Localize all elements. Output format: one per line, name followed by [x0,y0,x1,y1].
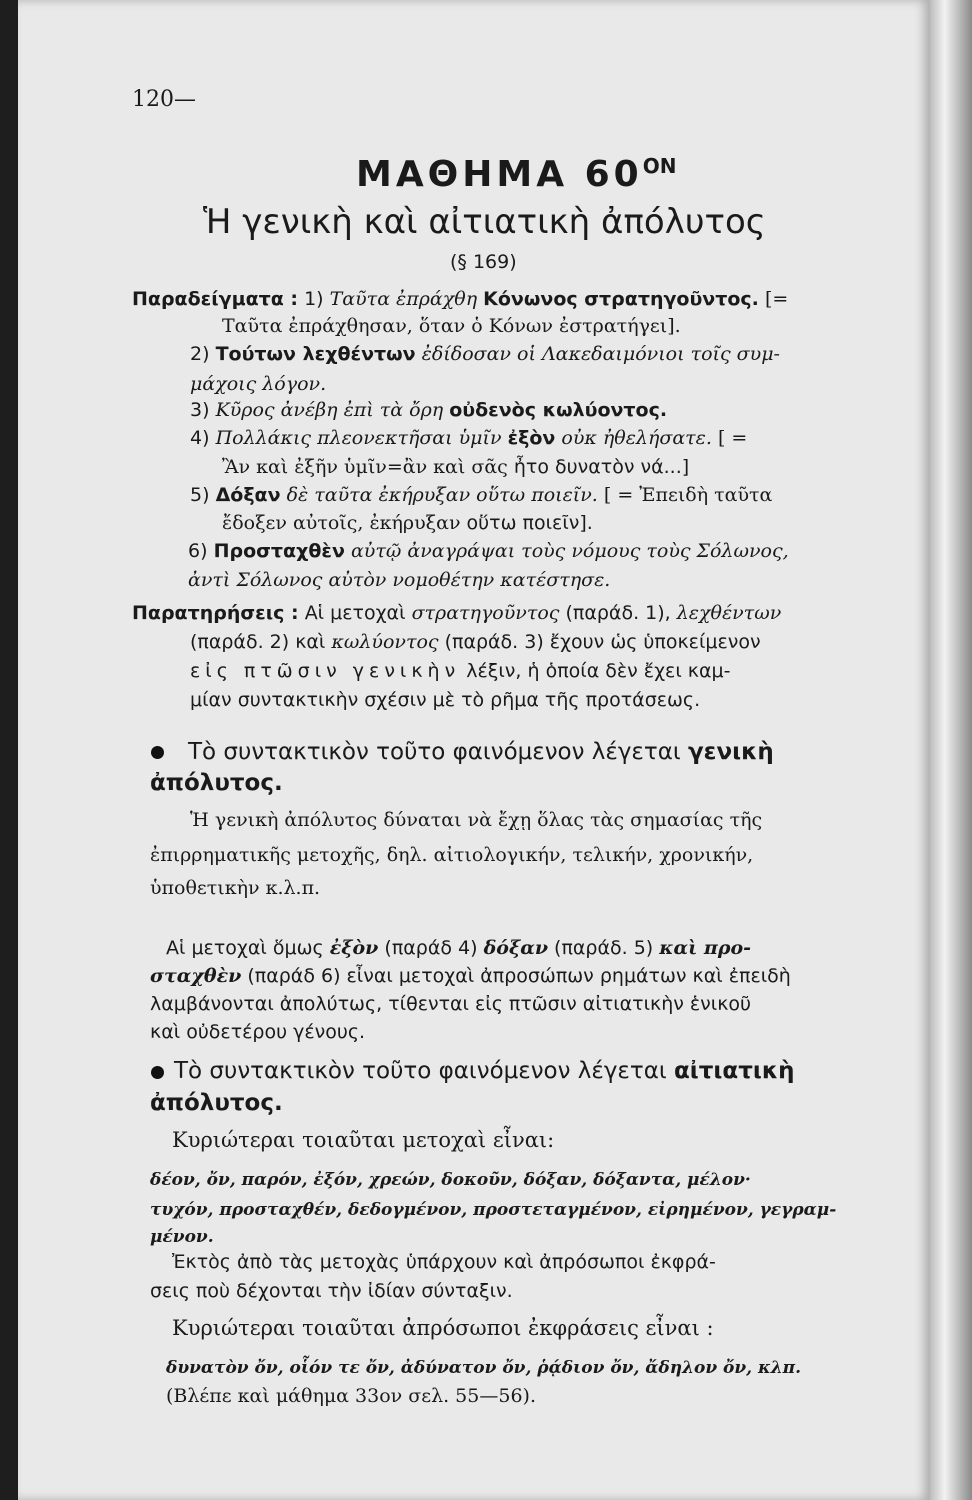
impersonal-line-4: καὶ οὐδετέρου γένους. [150,1021,366,1043]
observations-line-2: (παράδ. 2) καὶ κωλύοντος (παράδ. 3) ἔχουν ὡς ὑποκείμενον [190,631,761,653]
example-number: 6) [188,540,208,562]
genitive-meaning-line-3: ὑποθετικὴν κ.λ.π. [150,877,321,899]
example-3: 3) Κῦρος ἀνέβη ἐπὶ τὰ ὄρη οὐδενὸς κωλύοντος. [190,399,668,421]
genitive-rule-line-2: ἀπόλυτος. [150,770,283,796]
book-spine [930,0,972,1500]
example-1-line-2: Ταῦτα ἐπράχθησαν, ὅταν ὁ Κόνων ἐστρατήγει]. [222,315,681,337]
example-4-line-1: 4) Πολλάκις πλεονεκτῆσαι ὑμῖν ἐξὸν οὐκ ἠθελήσατε. [ = [190,427,748,449]
example-number: 3) [190,399,210,421]
subtitle: Ἡ γενικὴ καὶ αἰτιατικὴ ἀπόλυτος [203,202,766,242]
example-number: 5) [190,484,210,506]
example-6-line-2: ἀντὶ Σόλωνος αὐτὸν νομοθέτην κατέστησε. [188,569,611,591]
section-reference: (§ 169) [450,251,517,273]
example-2-line-1: 2) Τούτων λεχθέντων ἐδίδοσαν οἱ Λακεδαιμόνιοι τοῖς συμ- [190,343,780,365]
participles-list-line-2: τυχόν, προσταχθέν, δεδογμένον, προστεταγμένον, εἰρημένον, γεγραμ- [150,1200,837,1220]
example-5-line-2: ἔδοξεν αὐτοῖς, ἐκήρυξαν οὕτω ποιεῖν]. [222,512,593,534]
page-number: 120— [132,87,196,112]
expressions-heading: Κυριώτεραι τοιαῦται ἀπρόσωποι ἐκφράσεις εἶναι : [172,1316,714,1340]
example-number: 2) [190,343,210,365]
genitive-term: γενικὴ [687,739,774,765]
lesson-title-superscript: ΟΝ [642,154,677,178]
observations-line-3: εἰς πτῶσιν γενικὴν λέξιν, ἡ ὁποία δὲν ἔχει καμ- [190,660,731,682]
participles-list-line-3: μένον. [150,1227,214,1247]
genitive-meaning-line-1: Ἡ γενικὴ ἀπόλυτος δύναται νὰ ἔχῃ ὅλας τὰς σημασίας τῆς [190,809,763,831]
example-5-line-1: 5) Δόξαν δὲ ταῦτα ἐκήρυξαν οὕτω ποιεῖν. [ = Ἐπειδὴ ταῦτα [190,484,773,506]
example-1-line-1: Παραδείγματα : 1) Ταῦτα ἐπράχθη Κόνωνος στρατηγοῦντος. [= [132,288,789,310]
example-4-line-2: Ἂν καὶ ἐξῆν ὑμῖν=ἂν καὶ σᾶς ἦτο δυνατὸν νά...] [222,456,690,478]
observations-heading: Παρατηρήσεις : [132,602,299,624]
participles-heading: Κυριώτεραι τοιαῦται μετοχαὶ εἶναι: [172,1128,555,1152]
lesson-title-text: ΜΑΘΗΜΑ 60 [356,154,643,195]
genitive-meaning-line-2: ἐπιρρηματικῆς μετοχῆς, δηλ. αἰτιολογικήν, τελικήν, χρονικήν, [150,844,754,866]
genitive-rule-line-1: Τὸ συντακτικὸν τοῦτο φαινόμενον λέγεται γενικὴ [188,739,774,765]
expressions-list: δυνατὸν ὄν, οἷόν τε ὄν, ἀδύνατον ὄν, ῥᾴδιον ὄν, ἄδηλον ὄν, κλπ. [166,1358,802,1378]
example-number: 1) [304,288,324,310]
impersonal-line-3: λαμβάνονται ἀπολύτως, τίθενται εἰς πτῶσιν αἰτιατικὴν ἑνικοῦ [150,993,752,1015]
accusative-term: αἰτιατικὴ [673,1058,795,1084]
example-2-line-2: μάχοις λόγον. [190,373,327,395]
example-6-line-1: 6) Προσταχθὲν αὐτῷ ἀναγράψαι τοὺς νόμους τοὺς Σόλωνος, [188,540,789,562]
impersonal-line-1: Αἱ μετοχαὶ ὅμως ἐξὸν (παράδ 4) δόξαν (παράδ. 5) καὶ προ- [166,937,752,959]
accusative-rule-line-1: Τὸ συντακτικὸν τοῦτο φαινόμενον λέγεται αἰτιατικὴ [174,1058,795,1084]
see-also-note: (Βλέπε καὶ μάθημα 33ον σελ. 55—56). [166,1385,536,1407]
accusative-rule-line-2: ἀπόλυτος. [150,1090,283,1116]
examples-heading: Παραδείγματα : [132,288,299,310]
bullet-icon [151,746,164,759]
impersonal-line-2: σταχθὲν (παράδ 6) εἶναι μετοχαὶ ἀπροσώπων ρημάτων καὶ ἐπειδὴ [150,965,791,987]
bullet-icon [151,1066,164,1079]
example-number: 4) [190,427,210,449]
participles-list-line-1: δέον, ὄν, παρόν, ἐξόν, χρεών, δοκοῦν, δόξαν, δόξαντα, μέλον· [150,1170,751,1190]
observations-line-4: μίαν συντακτικὴν σχέσιν μὲ τὸ ρῆμα τῆς προτάσεως. [190,689,701,711]
besides-line-2: σεις ποὺ δέχονται τὴν ἰδίαν σύνταξιν. [150,1280,513,1302]
lesson-title [356,144,676,197]
observations-line-1: Παρατηρήσεις : Αἱ μετοχαὶ στρατηγοῦντος (παράδ. 1), λεχθέντων [132,602,782,624]
besides-line-1: Ἐκτὸς ἀπὸ τὰς μετοχὰς ὑπάρχουν καὶ ἀπρόσωποι ἐκφρά- [172,1251,716,1273]
